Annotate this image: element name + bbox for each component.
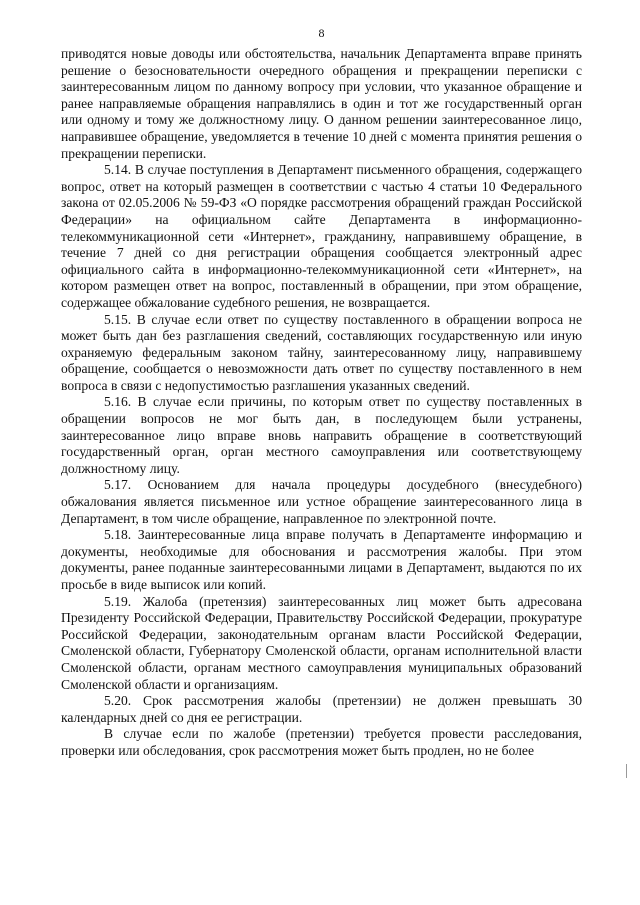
scan-margin-mark — [626, 764, 627, 778]
paragraph-5-20: 5.20. Срок рассмотрения жалобы (претензии) не должен превышать 30 календарных дней со дня ее регистрации. — [61, 693, 582, 725]
paragraph-5-17: 5.17. Основанием для начала процедуры досудебного (внесудебного) обжалования является письменное или устное обращение заинтересованного лица в Департамент, в том числе обращение, направленное по электронной почте. — [61, 477, 582, 526]
paragraph-5-15: 5.15. В случае если ответ по существу поставленного в обращении вопроса не может быть дан без разглашения сведений, составляющих государственную или иную охраняемую федеральным законом тайну, заинтересованному лицу, направившему обращение, сообщается о невозможности дать ответ по существу поставленного в нем вопроса в связи с недопустимостью разглашения указанных сведений. — [61, 311, 582, 393]
paragraph-continuation: приводятся новые доводы или обстоятельства, начальник Департамента вправе принять решение о безосновательности очередного обращения и прекращении переписки с заинтересованным лицом по данному вопросу при условии, что указанное обращение и ранее направляемые обращения направлялись в один и тот же государственный орган или одному и тому же должностному лицу. О данном решении заинтересованное лицо, направившее обращение, уведомляется в течение 10 дней с момента принятия решения о прекращении переписки. — [61, 46, 582, 161]
document-body — [61, 46, 582, 760]
page-number: 8 — [318, 26, 325, 40]
paragraph-5-18: 5.18. Заинтересованные лица вправе получать в Департаменте информацию и документы, необходимые для обоснования и рассмотрения жалобы. При этом документы, ранее поданные заинтересованными лицами в Департамент, выдаются по их просьбе в виде выписок или копий. — [61, 527, 582, 592]
paragraph-5-16: 5.16. В случае если причины, по которым ответ по существу поставленных в обращении вопросов не мог быть дан, в последующем были устранены, заинтересованное лицо вправе вновь направить обращение в соответствующий государственный орган, орган местного самоуправления или соответствующему должностному лицу. — [61, 394, 582, 476]
paragraph-5-19: 5.19. Жалоба (претензия) заинтересованных лиц может быть адресована Президенту Российской Федерации, Правительству Российской Федерации, прокуратуре Российской Федерации, законодательным органам власти Российской Федерации, Смоленской области, Губернатору Смоленской области, органам исполнительной власти Смоленской области, органам местного самоуправления муниципальных образований Смоленской области и организациям. — [61, 593, 582, 692]
paragraph-investigation-extension: В случае если по жалобе (претензии) требуется провести расследования, проверки или обследования, срок рассмотрения может быть продлен, но не более — [61, 726, 582, 758]
paragraph-5-14: 5.14. В случае поступления в Департамент письменного обращения, содержащего вопрос, ответ на который размещен в соответствии с частью 4 статьи 10 Федерального закона от 02.05.2006 № 59-ФЗ «О порядке рассмотрения обращений граждан Российской Федерации» на официальном сайте Департамента в информационно-телекоммуникационной сети «Интернет», гражданину, направившему обращение, в течение 7 дней со дня регистрации обращения сообщается электронный адрес официального сайта в информационно-телекоммуникационной сети «Интернет», на котором размещен ответ на вопрос, поставленный в обращении, при этом обращение, содержащее обжалование судебного решения, не возвращается. — [61, 162, 582, 310]
